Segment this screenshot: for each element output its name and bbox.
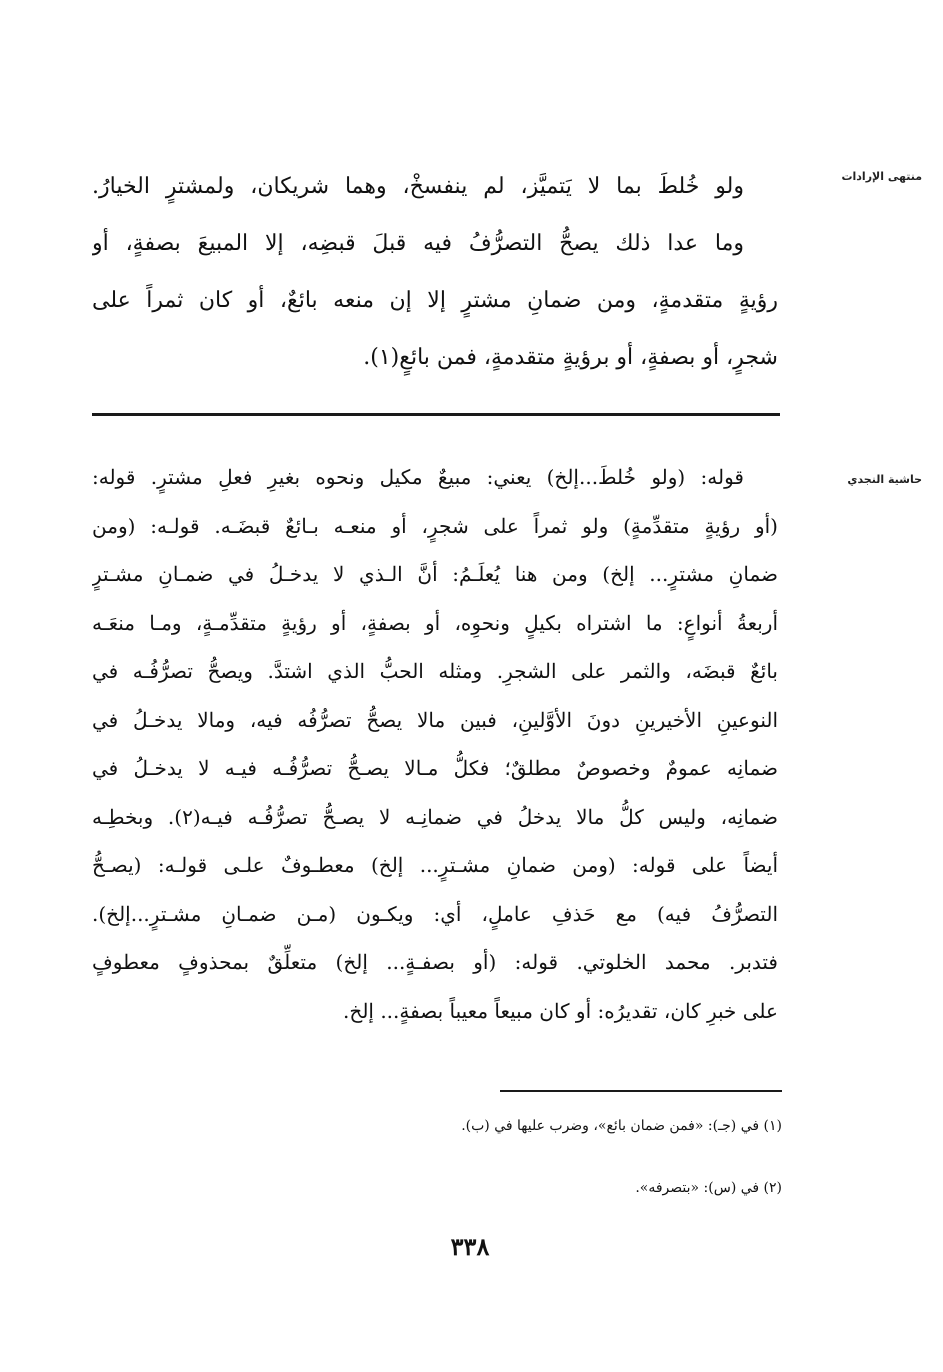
commentary-line: ضمانِ مشترٍ... إلخ) ومن هنا يُعلَـمُ: أنَّ الـذي لا يدخـلُ في ضمـانِ مشـترٍ — [92, 562, 778, 586]
commentary-line: النوعينِ الأخيرينِ دونَ الأوَّلينِ، فبين مالا يصحُّ تصرُّفُه فيه، ومالا يدخـلُ في — [92, 707, 778, 732]
commentary-line: التصرُّفُ فيه) مع حَذفِ عاملٍ، أي: ويكـون (مـن ضمـانِ مشـترٍ...إلخ). — [92, 901, 778, 926]
commentary-line: فتدبر. محمد الخلوتي. قوله: (أو بصفـةٍ... إلخ) متعلِّقٌ بمحذوفٍ معطوفٍ — [92, 950, 778, 974]
page-number: ٣٣٨ — [450, 1232, 490, 1261]
commentary-line: ضمانِه، وليس كلُّ مالا يدخلُ في ضمانِـه لا يصـحُّ تصرُّفُـه فيـه(٢). وبخطِـه — [92, 804, 778, 829]
main-text-line: وما عدا ذلك يصحُّ التصرُّفُ فيه قبلَ قبضِه، إلا المبيعَ بصفةٍ، أو — [92, 231, 744, 256]
commentary-block — [92, 453, 778, 1035]
main-text-line: ولو خُلطَ بما لا يَتميَّز، لم ينفسخْ، وهما شريكان، ولمشترٍ الخيارُ. — [92, 174, 744, 199]
commentary-line: قوله: (ولو خُلطَ...إلخ) يعني: مبيعٌ مكيل ونحوه بغيرِ فعلِ مشترٍ. قوله: — [92, 465, 744, 489]
footnote-2: (٢) في (س): «بتصرفه». — [635, 1180, 782, 1196]
main-text-line: رؤيةٍ متقدمةٍ، ومن ضمانِ مشترٍ إلا إن منعه بائعٌ، أو كان ثمراً على — [92, 288, 778, 313]
commentary-line: (أو رؤيةٍ متقدِّمةٍ) ولو ثمراً على شجرٍ، أو منعـه بـائعٌ قبضَـه. قولـه: (ومن — [92, 513, 778, 538]
commentary-line: ضمانِه عمومٌ وخصوصٌ مطلقٌ؛ فكلُّ مـالا يصـحُّ تصرُّفُـه فيـه لا يدخـلُ في — [92, 756, 778, 780]
main-text-block — [92, 158, 778, 386]
footnote-1: (١) في (جـ): «فمن ضمان بائع»، وضرب عليها في (ب). — [461, 1118, 782, 1134]
commentary-line: أربعةُ أنواعٍ: ما اشتراه بكيلٍ ونحوِه، أو بصفةٍ، أو رؤيةٍ متقدِّمـةٍ، ومـا منعَـه — [92, 610, 778, 635]
side-label-main-text: منتهى الإرادات — [841, 170, 922, 183]
side-label-commentary: حاشية النجدي — [847, 473, 922, 486]
commentary-line: أيضاً على قوله: (ومن ضمانِ مشـترٍ... إلخ) معطـوفٌ علـى قولـه: (يصـحُّ — [92, 853, 778, 877]
main-text-line: شجرٍ، أو بصفةٍ، أو برؤيةٍ متقدمةٍ، فمن بائعٍ(١). — [363, 345, 778, 370]
section-divider — [92, 413, 780, 416]
commentary-line: على خبرِ كان، تقديرُه: أو كان مبيعاً معيباً بصفةٍ... إلخ. — [343, 998, 778, 1023]
footnote-divider — [500, 1090, 782, 1092]
commentary-line: بائعٌ قبضَه، والثمر على الشجرِ. ومثله الحبُّ الذي اشتدَّ. ويصحُّ تصرُّفُـه في — [92, 659, 778, 683]
